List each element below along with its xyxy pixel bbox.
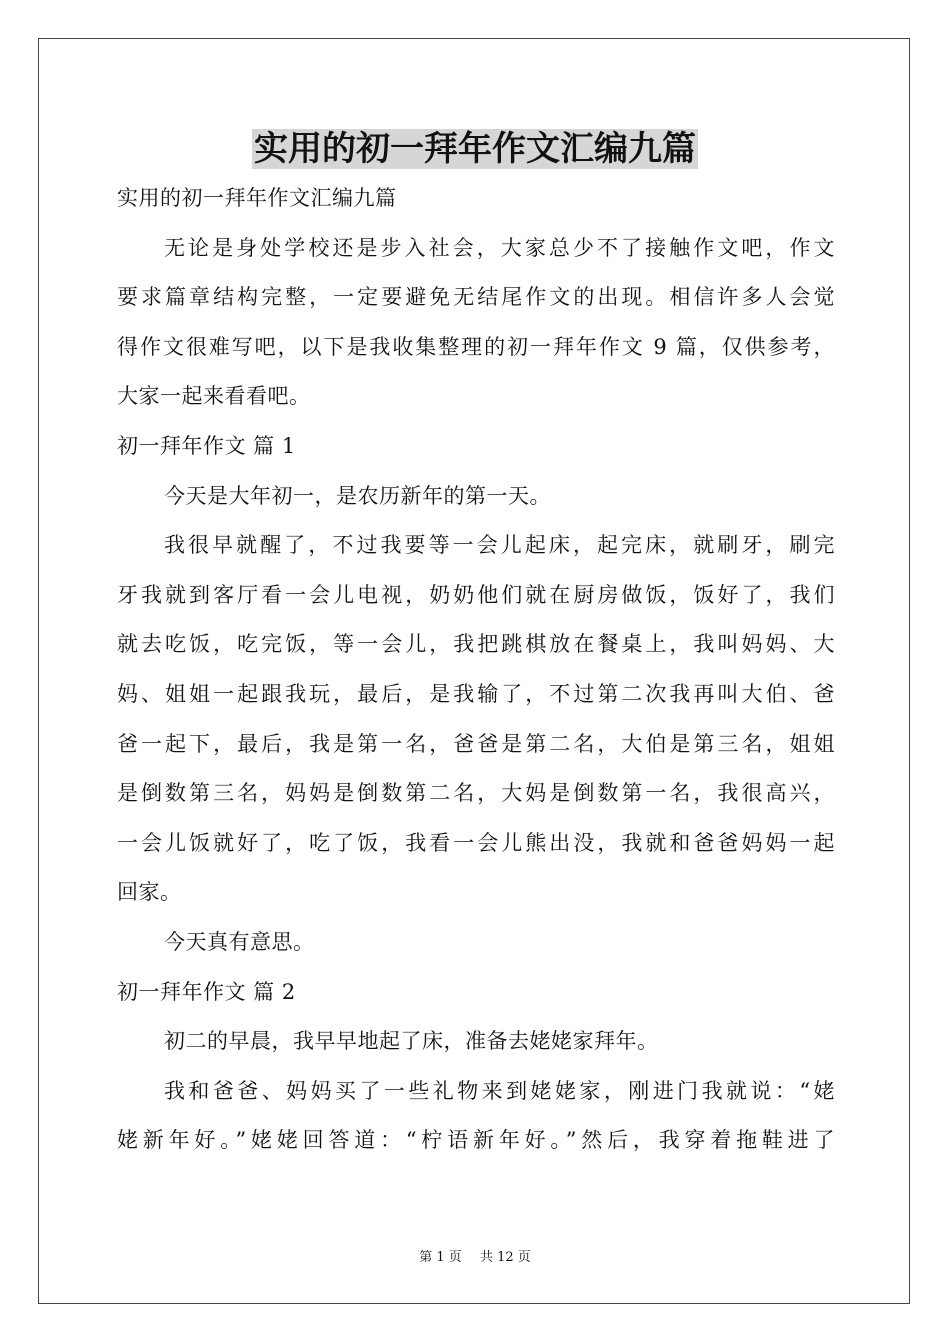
paragraph-line: 我很早就醒了，不过我要等一会儿起床，起完床，就刷牙，刷完 (164, 533, 835, 558)
section-heading-1: 初一拜年作文 篇 1 (117, 433, 296, 458)
document-title (0, 126, 950, 172)
subtitle-line: 实用的初一拜年作文汇编九篇 (117, 186, 397, 210)
paragraph-line: 初二的早晨，我早早地起了床，准备去姥姥家拜年。 (164, 1029, 659, 1054)
paragraph-line: 我和爸爸、妈妈买了一些礼物来到姥姥家，刚进门我就说：“姥 (164, 1078, 835, 1103)
paragraph-line: 今天真有意思。 (164, 929, 315, 954)
section-heading-2: 初一拜年作文 篇 2 (117, 979, 296, 1004)
paragraph-line: 爸一起下，最后，我是第一名，爸爸是第二名，大伯是第三名，姐姐 (117, 731, 835, 756)
page-number: 第 1 页 (419, 1250, 462, 1265)
paragraph-line: 是倒数第三名，妈妈是倒数第二名，大妈是倒数第一名，我很高兴， (117, 781, 835, 806)
paragraph-line: 无论是身处学校还是步入社会，大家总少不了接触作文吧，作文 (164, 235, 835, 260)
page-total: 共 12 页 (479, 1250, 531, 1265)
paragraph-line: 得作文很难写吧，以下是我收集整理的初一拜年作文 9 篇，仅供参考， (117, 334, 835, 359)
paragraph-line: 牙我就到客厅看一会儿电视，奶奶他们就在厨房做饭，饭好了，我们 (117, 582, 835, 607)
paragraph-line: 今天是大年初一，是农历新年的第一天。 (164, 483, 551, 508)
document-title-text: 实用的初一拜年作文汇编九篇 (254, 129, 696, 169)
page-footer (0, 1249, 950, 1267)
paragraph-line: 大家一起来看看吧。 (117, 384, 311, 409)
paragraph-line: 一会儿饭就好了，吃了饭，我看一会儿熊出没，我就和爸爸妈妈一起 (117, 830, 835, 855)
document-body (117, 174, 835, 1166)
paragraph-line: 妈、姐姐一起跟我玩，最后，是我输了，不过第二次我再叫大伯、爸 (117, 681, 835, 706)
paragraph-line: 就去吃饭，吃完饭，等一会儿，我把跳棋放在餐桌上，我叫妈妈、大 (117, 632, 835, 657)
paragraph-line: 要求篇章结构完整，一定要避免无结尾作文的出现。相信许多人会觉 (117, 285, 835, 310)
paragraph-line: 姥新年好。”姥姥回答道：“柠语新年好。”然后，我穿着拖鞋进了 (117, 1128, 835, 1153)
paragraph-line: 回家。 (117, 880, 182, 905)
